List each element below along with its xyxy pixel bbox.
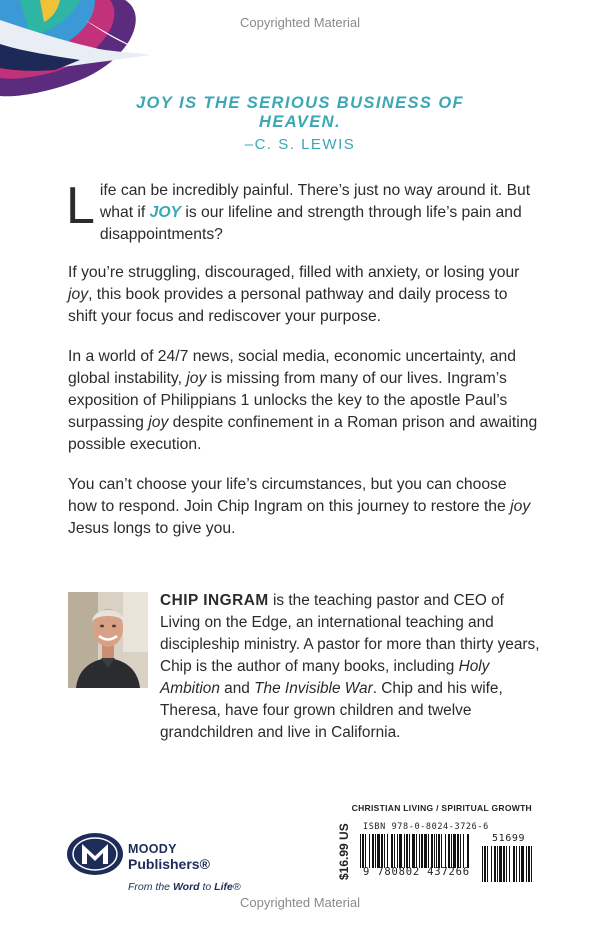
barcode-bar [428, 834, 429, 868]
author-bio [160, 590, 540, 744]
barcode-bar [421, 834, 423, 868]
barcode-bar [360, 834, 361, 868]
publisher-tagline [128, 881, 241, 893]
publisher-name-line1: MOODY [128, 842, 177, 856]
author-name: CHIP INGRAM [160, 592, 269, 609]
barcode-bar [409, 834, 410, 868]
body-paragraph-4 [68, 474, 538, 540]
body-paragraph-2 [68, 262, 538, 328]
barcode-bar [497, 846, 498, 882]
barcode-bar [431, 834, 433, 868]
barcode-bar [503, 846, 505, 882]
barcode-bar [521, 846, 524, 882]
barcode-bar [381, 834, 383, 868]
tagline-life: Life [214, 881, 233, 893]
p3-text-b: is missing from many of our lives. Ingram’s exposition of Philippians 1 unlocks the key to the apostle Paul’s surpassing [68, 370, 508, 431]
barcode-bar [412, 834, 415, 868]
p2-text-b: , this book provides a personal pathway and daily process to shift your focus and rediscover your purpose. [68, 286, 508, 325]
barcode-bar [528, 846, 530, 882]
barcode-bar [404, 834, 405, 868]
barcode-bar [372, 834, 374, 868]
barcode-bar [387, 834, 388, 868]
barcode-bar [513, 846, 515, 882]
barcode-bar [406, 834, 408, 868]
tagline-c: ® [232, 881, 241, 893]
barcode-bar [482, 846, 483, 882]
barcode-bar [362, 834, 364, 868]
barcode-bar [369, 834, 370, 868]
p4-joy-italic: joy [510, 498, 531, 515]
bisac-category: CHRISTIAN LIVING / SPIRITUAL GROWTH [351, 803, 532, 813]
tagline-word: Word [172, 881, 200, 893]
author-photo [68, 592, 148, 688]
p3-joy-italic-2: joy [148, 414, 169, 431]
barcode-bar [531, 846, 532, 882]
barcode-bar [377, 834, 380, 868]
p4-text-b: Jesus longs to give you. [68, 520, 236, 537]
barcode-bar [457, 834, 459, 868]
epigraph-text: IS THE SERIOUS BUSINESS OF HEAVEN. [173, 94, 465, 131]
epigraph [100, 94, 500, 153]
body-paragraph-1 [66, 177, 538, 246]
p3-text-a: In a world of 24/7 news, social media, economic uncertainty, and global instability, [68, 348, 516, 387]
barcode-bar [467, 834, 469, 868]
price-addon-number: 51699 [492, 833, 526, 844]
price-label [337, 823, 351, 880]
barcode-bar [375, 834, 376, 868]
barcode-bar [419, 834, 420, 868]
book-title-invisible-war: The Invisible War [254, 680, 373, 697]
barcode-bar [394, 834, 395, 868]
barcode-bar [499, 846, 502, 882]
isbn-barcode [360, 834, 470, 868]
barcode-bar [441, 834, 442, 868]
barcode-bar [516, 846, 517, 882]
book-title-holy-ambition: Holy Ambition [160, 658, 490, 697]
barcode-bar [506, 846, 507, 882]
barcode-bar [487, 846, 488, 882]
barcode-bar [399, 834, 402, 868]
barcode-bar [416, 834, 417, 868]
barcode-bar [434, 834, 435, 868]
p3-text-c: despite confinement in a Roman prison and awaiting possible execution. [68, 414, 538, 453]
tagline-b: to [199, 881, 215, 893]
moody-publishers-logo-icon [66, 832, 124, 876]
copyright-watermark-top: Copyrighted Material [240, 15, 360, 30]
barcode-bar [384, 834, 385, 868]
barcode-bar [424, 834, 427, 868]
barcode-bar [445, 834, 446, 868]
p4-text-a: You can’t choose your life’s circumstances, but you can choose how to respond. Join Chip Ingram on this journey to restore the [68, 476, 511, 515]
barcode-bar [526, 846, 527, 882]
p2-joy-italic: joy [68, 286, 89, 303]
p3-joy-italic: joy [186, 370, 207, 387]
barcode-bar [453, 834, 456, 868]
barcode-bar [484, 846, 486, 882]
barcode-bar [491, 846, 492, 882]
barcode-bar [365, 834, 366, 868]
isbn-label: ISBN 978-0-8024-3726-6 [363, 822, 489, 832]
barcode-bar [509, 846, 510, 882]
barcode-bar [460, 834, 461, 868]
publisher-name-line2: Publishers® [128, 856, 210, 872]
barcode-bar [448, 834, 450, 868]
barcode-bar [519, 846, 520, 882]
barcode-bar [451, 834, 452, 868]
p1-text-b: is our lifeline and strength through life’s pain and disappointments? [99, 204, 522, 243]
price-text: $16.99 US [337, 823, 351, 880]
p1-text-a: ife can be incredibly painful. There’s just no way around it. But what if [99, 182, 531, 221]
bio-text-and: and [219, 680, 255, 697]
epigraph-joy-word: JOY [135, 94, 174, 112]
body-paragraph-3 [68, 346, 538, 456]
bio-text-a: is the teaching pastor and CEO of Living on the Edge, an international teaching and discipleship ministry. A pastor for more than thirty years, Chip is the author of many books, including [160, 592, 540, 675]
copyright-watermark-bottom: Copyrighted Material [240, 895, 360, 910]
price-addon-barcode [482, 846, 532, 882]
tagline-a: From the [128, 881, 173, 893]
bio-text-b: . Chip and his wife, Theresa, have four grown children and twelve grandchildren and live in California. [160, 680, 503, 741]
epigraph-quote [100, 94, 500, 132]
barcode-bar [397, 834, 398, 868]
isbn-digits: 9 780802 437266 [363, 866, 470, 878]
barcode-bar [463, 834, 464, 868]
barcode-bar [391, 834, 393, 868]
barcode-bar [494, 846, 496, 882]
epigraph-attribution: –C. S. LEWIS [244, 136, 356, 153]
barcode-bar [438, 834, 440, 868]
p2-text-a: If you’re struggling, discouraged, filled with anxiety, or losing your [68, 264, 520, 281]
drop-cap: L [66, 177, 95, 235]
p1-joy-emphasis: JOY [149, 204, 182, 221]
barcode-bar [436, 834, 437, 868]
